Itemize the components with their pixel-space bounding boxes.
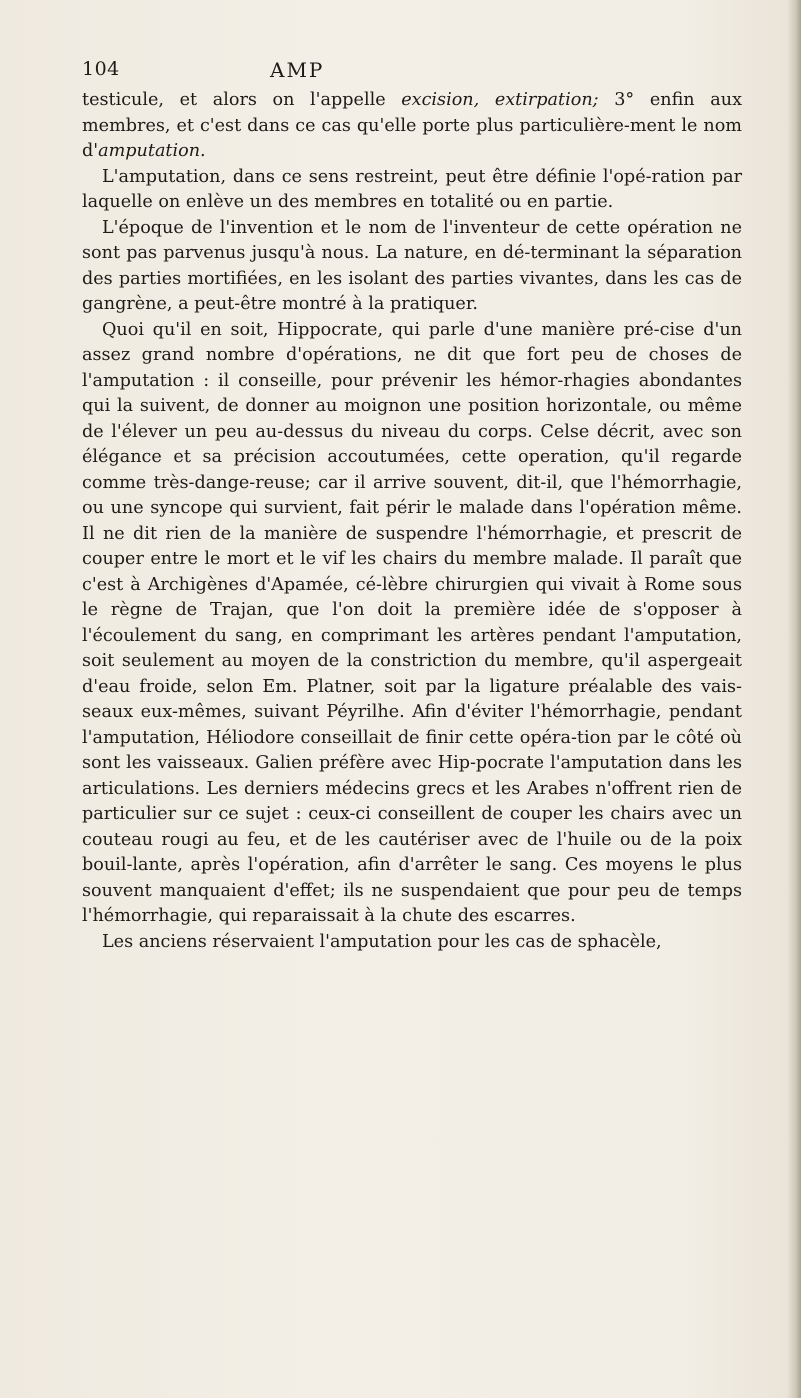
page-number: 104 — [82, 58, 120, 80]
paragraph-definition: L'amputation, dans ce sens restreint, peut être définie l'opé-ration par laquelle on enlève un des membres en totalité ou en partie. — [82, 166, 742, 212]
italic-term: excision, extirpation; — [401, 90, 599, 110]
paragraph-continuation — [82, 88, 742, 165]
italic-term: amputation. — [98, 141, 206, 161]
paragraph-history: Quoi qu'il en soit, Hippocrate, qui parle d'une manière pré-cise d'un assez grand nombre d'opérations, ne dit que fort peu de choses de l'amputation : il conseille, pour prévenir les hémor-rhagies abondantes qui la suivent, de donner au moignon une position horizontale, ou même de l'élever un peu au-dessus du niveau du corps. Celse décrit, avec son élégance et sa précision accoutumées, cette operation, qu'il regarde comme très-dange-reuse; car il arrive souvent, dit-il, que l'hémorrhagie, ou une syncope qui survient, fait périr le malade dans l'opération même. Il ne dit rien de la manière de suspendre l'hémorrhagie, et prescrit de couper entre le mort et le vif les chairs du membre malade. Il paraît que c'est à Archigènes d'Apamée, cé-lèbre chirurgien qui vivait à Rome sous le règne de Trajan, que l'on doit la première idée de s'opposer à l'écoulement du sang, en comprimant les artères pendant l'amputation, soit seulement au moyen de la constriction du membre, qu'il aspergeait d'eau froide, selon Em. Platner, soit par la ligature préalable des vais-seaux eux-mêmes, suivant Péyrilhe. Afin d'éviter l'hémorrhagie, pendant l'amputation, Héliodore conseillait de finir cette opéra-tion par le côté où sont les vaisseaux. Galien préfère avec Hip-pocrate l'amputation dans les articulations. Les derniers médecins grecs et les Arabes n'offrent rien de particulier sur ce sujet : ceux-ci conseillent de couper les chairs avec un couteau rougi au feu, et de les cautériser avec de l'huile ou de la poix bouil-lante, après l'opération, afin d'arrêter le sang. Ces moyens le plus souvent manquaient d'effet; ils ne suspendaient que pour peu de temps l'hémorrhagie, qui reparaissait à la chute des escarres. — [82, 319, 742, 926]
page-header — [82, 58, 642, 88]
paragraph-origin: L'époque de l'invention et le nom de l'inventeur de cette opération ne sont pas parvenus jusqu'à nous. La nature, en dé-terminant la séparation des parties mortifiées, en les isolant des parties vivantes, dans les cas de gangrène, a peut-être montré à la pratiquer. — [82, 217, 742, 314]
page-edge-shadow — [787, 0, 801, 1398]
paragraph-ancients: Les anciens réservaient l'amputation pour les cas de sphacèle, — [102, 931, 662, 952]
running-head: AMP — [270, 58, 325, 82]
text-run: 3° enfin aux membres, et c'est dans ce cas qu'elle porte plus particulière-ment le nom d' — [82, 90, 742, 161]
text-run: testicule, et alors on l'appelle — [82, 90, 402, 110]
body-text — [82, 88, 742, 955]
